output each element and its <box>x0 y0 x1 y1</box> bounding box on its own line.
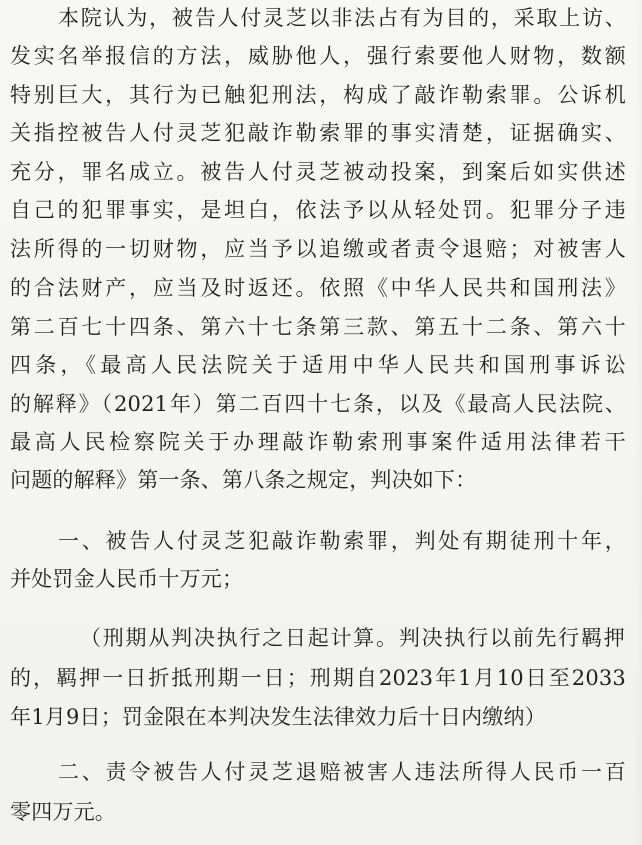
text-line-13: 问题的解释》第一条、第八条之规定，判决如下： <box>10 468 477 492</box>
text-line-3: 特别巨大，其行为已触犯刑法，构成了敲诈勒索罪。公诉机 <box>10 83 626 107</box>
text-line-9: 第二百七十四条、第六十七条第三款、第五十二条、第六十 <box>10 315 626 339</box>
text-line-1: 本院认为，被告人付灵芝以非法占有为目的，采取上访、 <box>58 6 626 30</box>
text-line-20: 零四万元。 <box>10 800 116 824</box>
text-line-8: 的合法财产，应当及时返还。依照《中华人民共和国刑法》 <box>10 276 626 300</box>
text-line-11: 的解释》（2021年）第二百四十七条，以及《最高人民法院、 <box>10 392 626 416</box>
text-line-12: 最高人民检察院关于办理敲诈勒索刑事案件适用法律若干 <box>10 430 626 454</box>
text-line-14: 一、被告人付灵芝犯敲诈勒索罪，判处有期徒刑十年， <box>58 529 626 553</box>
text-line-7: 法所得的一切财物，应当予以追缴或者责令退赔；对被害人 <box>10 237 626 261</box>
text-line-2: 发实名举报信的方法，威胁他人，强行索要他人财物，数额 <box>10 44 626 68</box>
text-line-17: 的，羁押一日折抵刑期一日；刑期自2023年1月10日至2033 <box>10 666 626 690</box>
text-line-18: 年1月9日；罚金限在本判决发生法律效力后十日内缴纳） <box>10 705 546 729</box>
text-line-10: 四条，《最高人民法院关于适用中华人民共和国刑事诉讼 <box>10 353 626 377</box>
scan-edge-shadow <box>634 0 642 845</box>
text-line-19: 二、责令被告人付灵芝退赔被害人违法所得人民币一百 <box>58 760 626 784</box>
text-line-6: 自己的犯罪事实，是坦白，依法予以从轻处罚。犯罪分子违 <box>10 198 626 222</box>
text-line-5: 充分，罪名成立。被告人付灵芝被动投案，到案后如实供述 <box>10 160 626 184</box>
text-line-16: （刑期从判决执行之日起计算。判决执行以前先行羁押 <box>80 626 625 650</box>
text-line-4: 关指控被告人付灵芝犯敲诈勒索罪的事实清楚，证据确实、 <box>10 121 626 145</box>
text-line-15: 并处罚金人民币十万元； <box>10 567 244 591</box>
